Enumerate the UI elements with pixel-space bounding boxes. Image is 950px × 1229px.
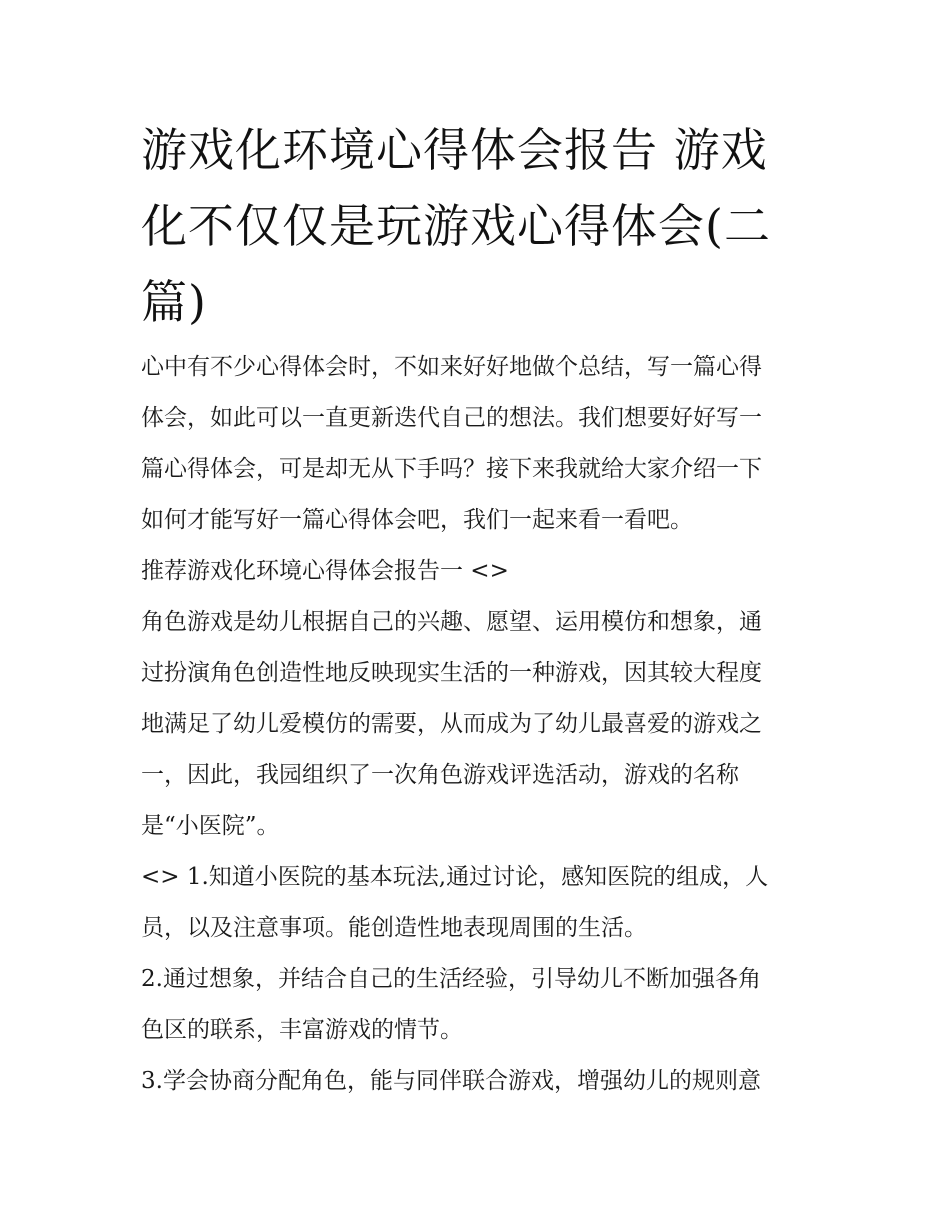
role-play-paragraph: [141, 597, 813, 852]
text-line: 一，因此，我园组织了一次角色游戏评选活动，游戏的名称: [141, 762, 739, 788]
text-line: 是“小医院”。: [141, 813, 280, 839]
text-line: 篇心得体会，可是却无从下手吗？接下来我就给大家介绍一下: [141, 456, 762, 482]
document-body: [141, 342, 813, 1107]
intro-paragraph: [141, 342, 813, 546]
text-line: <> 1.知道小医院的基本玩法,通过讨论，感知医院的组成，人: [141, 864, 769, 890]
goal-3-paragraph: [141, 1056, 813, 1107]
text-line: 2.通过想象，并结合自己的生活经验，引导幼儿不断加强各角: [141, 966, 761, 992]
document-page: [141, 112, 813, 1107]
text-line: 过扮演角色创造性地反映现实生活的一种游戏，因其较大程度: [141, 660, 762, 686]
text-line: 3.学会协商分配角色，能与同伴联合游戏，增强幼儿的规则意: [141, 1068, 761, 1094]
text-line: 心中有不少心得体会时，不如来好好地做个总结，写一篇心得: [141, 354, 762, 380]
goal-1-paragraph: [141, 852, 813, 954]
text-line: 员，以及注意事项。能创造性地表现周围的生活。: [141, 915, 647, 941]
text-line: 体会，如此可以一直更新迭代自己的想法。我们想要好好写一: [141, 405, 762, 431]
text-line: 地满足了幼儿爱模仿的需要，从而成为了幼儿最喜爱的游戏之: [141, 711, 762, 737]
section-heading: 推荐游戏化环境心得体会报告一 <>: [141, 558, 509, 584]
text-line: 如何才能写好一篇心得体会吧，我们一起来看一看吧。: [141, 507, 693, 533]
document-title: 游戏化环境心得体会报告 游戏化不仅仅是玩游戏心得体会(二篇): [141, 123, 771, 329]
text-line: 角色游戏是幼儿根据自己的兴趣、愿望、运用模仿和想象，通: [141, 609, 762, 635]
section-heading-paragraph: [141, 546, 813, 597]
text-line: 色区的联系，丰富游戏的情节。: [141, 1017, 463, 1043]
goal-2-paragraph: [141, 954, 813, 1056]
